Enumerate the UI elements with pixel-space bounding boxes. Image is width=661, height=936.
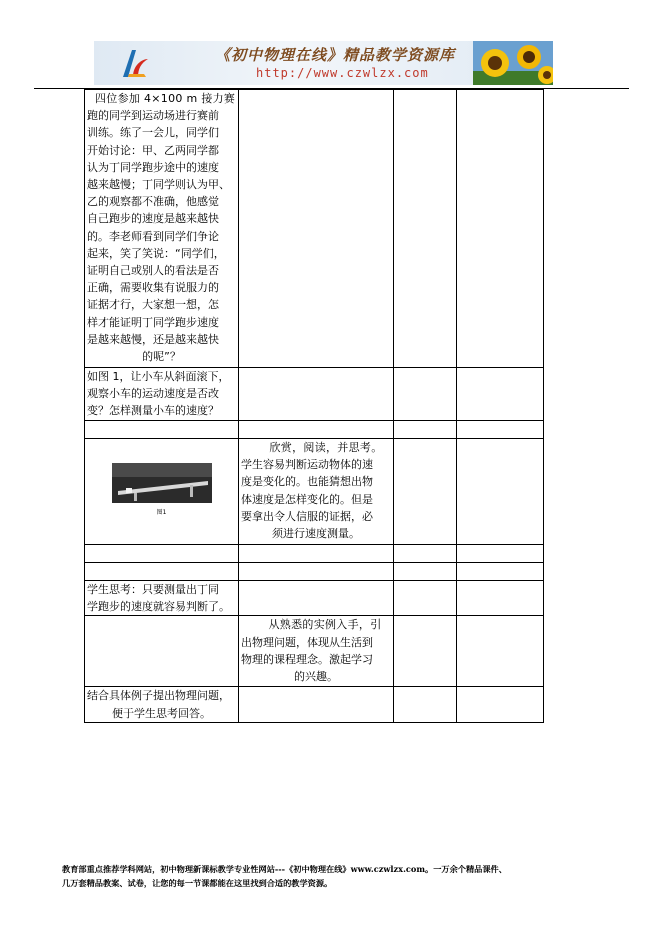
table-row	[85, 439, 544, 545]
text-line: 出物理问题，体现从生活到	[241, 635, 373, 649]
student-thinking-cell	[85, 581, 239, 616]
text-line: 四位参加 4×100 m 接力赛	[95, 92, 236, 105]
text-line: 学生容易判断运动物体的速	[241, 458, 373, 472]
text-line: 证明自己或别人的看法是否	[87, 264, 219, 278]
lesson-table	[84, 89, 544, 723]
design-note-cell	[239, 616, 394, 687]
figure-caption: 图1	[156, 509, 167, 516]
text-line: 的。李老师看到同学们争论	[87, 229, 219, 243]
text-line: 从熟悉的实例入手，引	[268, 618, 382, 632]
text-line: 便于学生思考回答。	[112, 706, 211, 720]
text-line: 自己跑步的速度是越来越快	[87, 212, 219, 226]
table-row	[85, 545, 544, 563]
header-banner	[94, 41, 553, 85]
sunflower-icon	[473, 41, 553, 85]
text-line: 正确，需要收集有说服力的	[87, 281, 219, 295]
text-line: 样才能证明丁同学跑步速度	[87, 315, 219, 329]
text-line: 须进行速度测量。	[272, 527, 360, 541]
summary-cell	[85, 687, 239, 723]
text-line: 越来越慢；丁同学则认为甲、	[87, 178, 230, 192]
question-cell	[85, 368, 239, 421]
text-line: 度是变化的。也能猜想出物	[241, 475, 373, 489]
figure-cell	[85, 439, 239, 545]
text-line: 物理的课程理念。激起学习	[241, 652, 373, 666]
text-line: 的兴趣。	[294, 670, 338, 684]
footer-line: 教育部重点推荐学科网站，初中物理新课标教学专业性网站---《初中物理在线》www.czwlzx.com。一万余个精品课件、	[62, 864, 507, 874]
footer-line: 几万套精品教案、试卷，让您的每一节课都能在这里找到合适的教学资源。	[62, 878, 333, 888]
table-row	[85, 616, 544, 687]
narrative-cell	[85, 90, 239, 368]
text-line: 认为丁同学跑步途中的速度	[87, 160, 219, 174]
banner-title: 《初中物理在线》精品教学资源库	[215, 46, 456, 64]
text-line: 变？怎样测量小车的速度？	[87, 404, 219, 418]
text-line: 要拿出令人信服的证据，必	[241, 509, 373, 523]
site-logo-icon	[120, 47, 150, 79]
text-line: 结合具体例子提出物理问题，	[87, 689, 230, 703]
text-line: 训练。练了一会儿，同学们	[87, 126, 219, 140]
incline-cart-figure-icon	[112, 463, 212, 503]
text-line: 跑的同学到运动场进行赛前	[87, 109, 219, 123]
text-line: 证据才行，大家想一想，怎	[87, 298, 219, 312]
text-line: 开始讨论：甲、乙两同学都	[87, 143, 219, 157]
text-line: 学生思考：只要测量出丁同	[87, 583, 219, 596]
page-footer	[62, 862, 602, 890]
text-line: 观察小车的运动速度是否改	[87, 387, 219, 401]
text-line: 体速度是怎样变化的。但是	[241, 492, 373, 506]
table-row	[85, 421, 544, 439]
response-cell	[239, 439, 394, 545]
text-line: 学跑步的速度就容易判断了。	[87, 600, 230, 614]
text-line: 的呢”？	[142, 350, 181, 364]
table-row	[85, 563, 544, 581]
text-line: 是越来越慢，还是越来越快	[87, 332, 219, 346]
text-line: 欣赏，阅读，并思考。	[269, 441, 383, 454]
table-row	[85, 687, 544, 723]
text-line: 乙的观察都不准确，他感觉	[87, 195, 219, 209]
table-row	[85, 90, 544, 368]
table-row	[85, 368, 544, 421]
text-line: 起来，笑了笑说：“同学们，	[87, 246, 225, 260]
text-line: 如图 1，让小车从斜面滚下，	[87, 370, 230, 383]
banner-url[interactable]: http://www.czwlzx.com	[256, 66, 429, 80]
table-row	[85, 581, 544, 616]
